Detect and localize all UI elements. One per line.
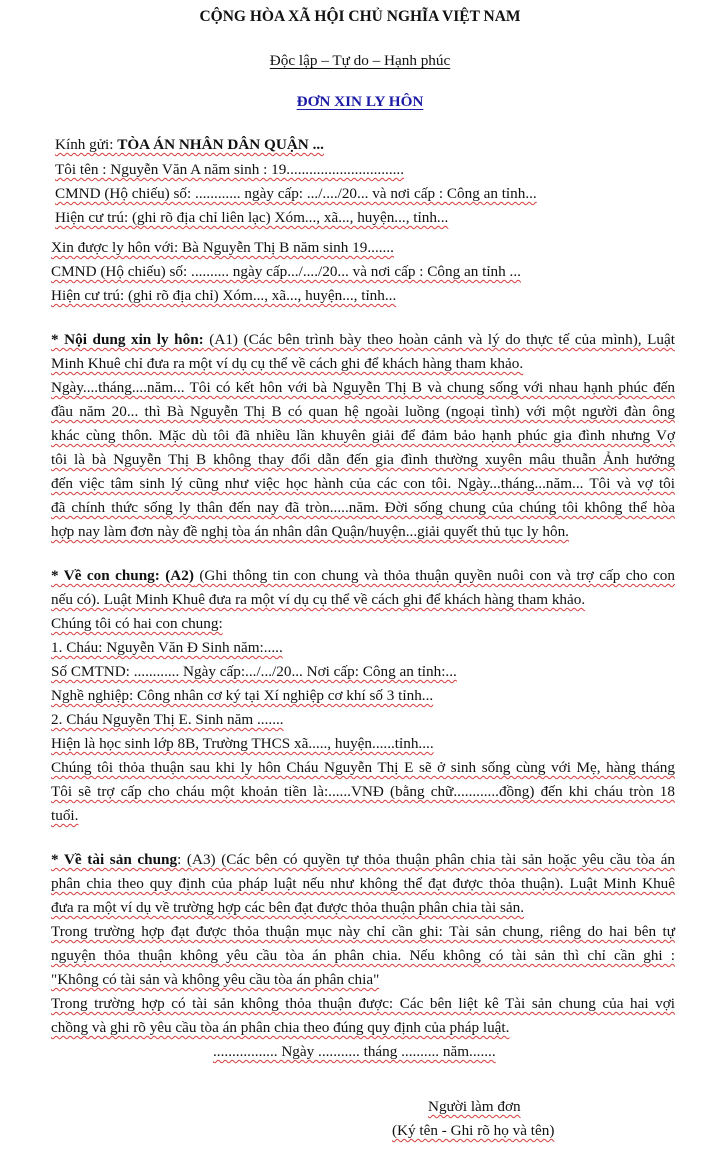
assets-line: phân chia theo quy định của pháp luật nếu như không thể đạt được thỏa thuận). Luật Minh Khuê xyxy=(51,875,675,892)
addressee-line xyxy=(55,136,324,154)
addressee-prefix: Kính gửi: xyxy=(55,136,118,153)
children-line: Chúng tôi thỏa thuận sau khi ly hôn Cháu Nguyễn Thị E sẽ ở sinh sống cùng với Mẹ, hàng tháng xyxy=(51,759,675,776)
children-line: 1. Cháu: Nguyễn Văn Đ Sinh năm:..... xyxy=(51,639,283,656)
assets-line: Trong trường hợp có tài sản không thỏa thuận được: Các bên liệt kê Tài sản chung của hai vợi xyxy=(51,995,675,1012)
children-line: Chúng tôi có hai con chung: xyxy=(51,615,223,632)
addressee: TÒA ÁN NHÂN DÂN QUẬN ... xyxy=(117,136,324,153)
children-line: Hiện là học sinh lớp 8B, Trường THCS xã....., huyện......tỉnh.... xyxy=(51,735,434,752)
content-line: Ngày....tháng....năm... Tôi có kết hôn với bà Nguyễn Thị B và chung sống với nhau hạnh phúc đến xyxy=(51,379,675,396)
content-line: đầu năm 20... thì Bà Nguyễn Thị B có quan hệ ngoài luồng (ngoại tình) với một người đàn ông xyxy=(51,403,675,420)
children-heading: * Về con chung: (A2) xyxy=(51,567,194,584)
assets-heading-line: * Về tài sản chung: (A3) (Các bên có quyền tự thỏa thuận phân chia tài sản hoặc yêu cầu tòa án xyxy=(51,851,675,868)
national-title: CỘNG HÒA XÃ HỘI CHỦ NGHĨA VIỆT NAM xyxy=(199,8,521,25)
content-line: hợp nay làm đơn này đề nghị tòa án nhân dân Quận/huyện...giải quyết thủ tục ly hôn. xyxy=(51,523,569,540)
party-a-address: Hiện cư trú: (ghi rõ địa chỉ liên lạc) Xóm..., xã..., huyện..., tỉnh... xyxy=(55,209,449,226)
party-b-name: Xin được ly hôn với: Bà Nguyễn Thị B năm sinh 19....... xyxy=(51,239,394,256)
content-line: khác cùng thôn. Mặc dù tôi đã nhiều lần khuyên giải để đảm bảo hạnh phúc gia đình nhưng Vợ xyxy=(51,427,675,444)
children-heading-line: * Về con chung: (A2) (Ghi thông tin con chung và thỏa thuận quyền nuôi con và trợ cấp cho con xyxy=(51,567,675,584)
assets-line: "Không có tài sản và không yêu cầu tòa án phân chia" xyxy=(51,971,380,988)
party-a-id: CMND (Hộ chiếu) số: ............ ngày cấp: .../..../20... và nơi cấp : Công an tỉnh... xyxy=(55,185,537,202)
children-line: tuổi. xyxy=(51,807,79,824)
date-line: ................. Ngày ........... tháng .......... năm....... xyxy=(213,1043,496,1060)
party-a-name: Tôi tên : Nguyễn Văn A năm sinh : 19............................... xyxy=(55,161,405,178)
signer-label: Người làm đơn xyxy=(428,1098,521,1115)
content-line: Minh Khuê chỉ đưa ra một ví dụ cụ thể về cách ghi để khách hàng tham khảo. xyxy=(51,355,524,372)
motto: Độc lập – Tự do – Hạnh phúc xyxy=(269,52,451,69)
children-line: 2. Cháu Nguyễn Thị E. Sinh năm ....... xyxy=(51,711,284,728)
children-line: Số CMTND: ............ Ngày cấp:.../.../20... Nơi cấp: Công an tỉnh:... xyxy=(51,663,457,680)
document-title: ĐƠN XIN LY HÔN xyxy=(296,93,424,110)
children-line: nếu có). Luật Minh Khuê đưa ra một ví dụ cụ thể về cách ghi để khách hàng tham khảo. xyxy=(51,591,586,608)
assets-line: đưa ra một ví dụ về trường hợp các bên đạt được thỏa thuận phân chia tài sản. xyxy=(51,899,525,916)
content-line: đến việc tâm sinh lý cũng như việc học hành của các con tôi. Ngày...tháng...năm... Tôi và vợ tôi xyxy=(51,475,675,492)
content-heading: * Nội dung xin ly hôn: xyxy=(51,331,204,348)
children-line: Tôi sẽ trợ cấp cho cháu một khoản tiền là:......VNĐ (bằng chữ............đồng) đến khi cháu tròn 18 xyxy=(51,783,675,800)
assets-line: nguyện thỏa thuận không yêu cầu tòa án phân chia. Nếu không có tài sản thì chỉ cần ghi : xyxy=(51,947,675,964)
assets-line: Trong trường hợp đạt được thỏa thuận mục này chỉ cần ghi: Tài sản chung, riêng do hai bên tự xyxy=(51,923,675,940)
content-line: tôi là bà Nguyễn Thị B không thay đổi dẫn đến gia đình thường xuyên mâu thuẫn Ảnh hưởng xyxy=(51,451,675,468)
party-b-address: Hiện cư trú: (ghi rõ địa chỉ) Xóm..., xã..., huyện..., tỉnh... xyxy=(51,287,397,304)
assets-heading: * Về tài sản chung xyxy=(51,851,178,868)
party-b-id: CMND (Hộ chiếu) số: .......... ngày cấp.../..../20... và nơi cấp : Công an tỉnh ... xyxy=(51,263,521,280)
content-line: đã chính thức sống ly thân đến nay đã tròn.....năm. Đời sống chung của chúng tôi không thể hòa xyxy=(51,499,675,516)
content-heading-line: * Nội dung xin ly hôn: (A1) (Các bên trình bày theo hoàn cảnh và lý do thực tế của mình), Luật xyxy=(51,331,675,348)
assets-line: chồng và ghi rõ yêu cầu tòa án phân chia theo đúng quy định của pháp luật. xyxy=(51,1019,510,1036)
signer-note: (Ký tên - Ghi rõ họ và tên) xyxy=(392,1122,555,1139)
children-line: Nghề nghiệp: Công nhân cơ ký tại Xí nghiệp cơ khí số 3 tỉnh... xyxy=(51,687,434,704)
